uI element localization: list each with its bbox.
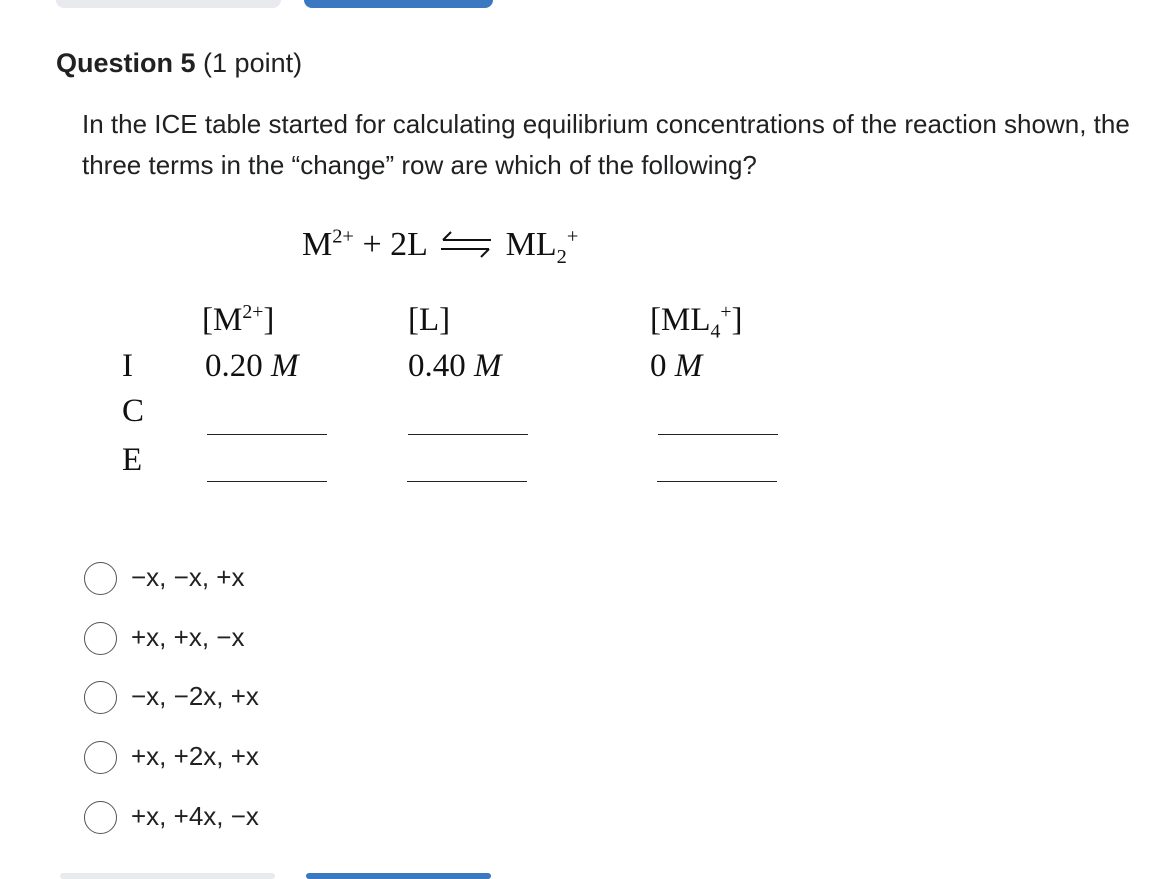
question-points: (1 point) (203, 48, 303, 78)
ice-row-label-equilibrium: E (122, 442, 143, 478)
answer-choice-label: +x, +x, −x (131, 622, 245, 652)
ice-header-complex (650, 301, 743, 343)
radio-button-icon[interactable] (84, 562, 117, 595)
reaction-equation (302, 225, 579, 268)
ice-initial-complex-value: 0 (650, 348, 667, 384)
ice-header-metal-text: [M (202, 302, 243, 338)
plus-sign: + (362, 226, 382, 263)
ice-header-metal (202, 302, 274, 339)
question-heading (56, 48, 302, 79)
ice-equilibrium-complex-blank (657, 481, 777, 482)
reactant-metal-charge: 2+ (332, 225, 354, 248)
ice-header-complex-close: ] (731, 302, 743, 338)
answer-choice-2[interactable] (84, 618, 384, 658)
product-subscript: 2 (556, 245, 567, 268)
previous-page-button-bottom[interactable] (60, 873, 275, 879)
ice-header-metal-charge: 2+ (242, 301, 264, 323)
ice-row-label-change: C (122, 393, 145, 429)
ice-header-metal-close: ] (263, 302, 275, 338)
answer-choice-1[interactable] (84, 558, 384, 598)
answer-choice-label: −x, −2x, +x (131, 681, 259, 711)
ice-initial-metal (205, 348, 299, 385)
ice-initial-ligand-unit: M (474, 348, 502, 384)
reactant-metal: M (302, 226, 333, 263)
ice-change-metal-blank (207, 434, 327, 435)
question-prompt: In the ICE table started for calculating equilibrium concentrations of the reaction shown, the three terms in the “change” row are which of the following? (82, 109, 1130, 180)
ice-initial-metal-value: 0.20 (205, 348, 263, 384)
ice-initial-ligand (408, 348, 502, 385)
ice-equilibrium-ligand-blank (407, 481, 527, 482)
ice-header-complex-text: [ML (650, 302, 711, 338)
ice-initial-complex (650, 348, 702, 385)
question-title: Question 5 (56, 48, 196, 78)
ice-header-complex-charge: + (720, 301, 732, 323)
ice-change-ligand-blank (408, 434, 528, 435)
ice-row-label-initial: I (122, 348, 133, 384)
next-page-button-bottom[interactable] (306, 873, 491, 879)
next-page-button[interactable] (304, 0, 493, 8)
answer-choice-label: −x, −x, +x (131, 562, 245, 592)
answer-choice-label: +x, +4x, −x (131, 801, 259, 831)
answer-choice-label: +x, +2x, +x (131, 741, 259, 771)
radio-button-icon[interactable] (84, 622, 117, 655)
equilibrium-arrows-icon (437, 229, 495, 259)
ice-change-complex-blank (658, 434, 778, 435)
answer-choice-3[interactable] (84, 677, 384, 717)
product-charge: + (566, 225, 579, 248)
previous-page-button[interactable] (56, 0, 281, 8)
radio-button-icon[interactable] (84, 741, 117, 774)
answer-choice-4[interactable] (84, 737, 384, 777)
ice-initial-metal-unit: M (271, 348, 299, 384)
radio-button-icon[interactable] (84, 681, 117, 714)
ice-initial-ligand-value: 0.40 (408, 348, 466, 384)
ice-equilibrium-metal-blank (207, 481, 327, 482)
reactant-ligand: 2L (390, 226, 427, 263)
answer-choice-5[interactable] (84, 797, 384, 837)
ice-initial-complex-unit: M (674, 348, 703, 384)
ice-header-ligand: [L] (408, 302, 451, 338)
radio-button-icon[interactable] (84, 801, 117, 834)
product-complex: ML (505, 226, 557, 263)
ice-header-complex-subscript: 4 (710, 320, 721, 343)
